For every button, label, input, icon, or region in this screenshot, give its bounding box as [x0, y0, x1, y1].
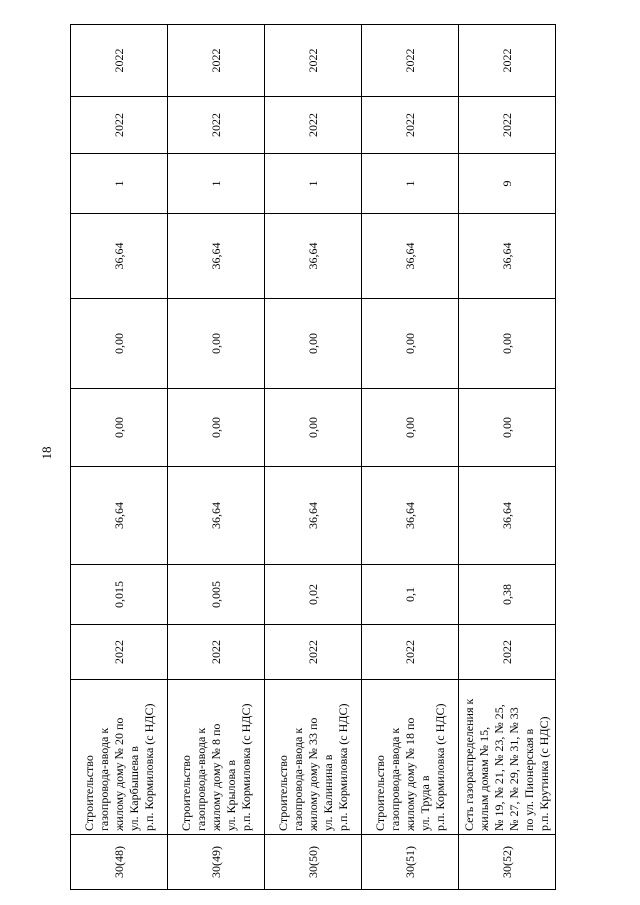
- cell-c4: 0,00: [265, 389, 362, 467]
- description-line: ул. Крылова в: [223, 759, 238, 831]
- cell-c1: 2022: [459, 625, 556, 680]
- description-line: Строительство: [372, 755, 387, 831]
- cell-c8: 2022: [362, 97, 459, 154]
- description-line: ул. Калинина в: [320, 754, 335, 831]
- row-number: 30(52): [459, 835, 556, 890]
- cell-c8: 2022: [459, 97, 556, 154]
- cell-c6: 36,64: [265, 214, 362, 299]
- row-number: 30(50): [265, 835, 362, 890]
- cell-c1: 2022: [71, 625, 168, 680]
- cell-c5: 0,00: [71, 299, 168, 389]
- description-line: р.п. Кормиловка (с НДС): [238, 703, 253, 831]
- cell-c2: 0,015: [71, 565, 168, 625]
- row-number: 30(51): [362, 835, 459, 890]
- description-line: газопровода-ввода к: [193, 727, 208, 831]
- description-line: Строительство: [275, 755, 290, 831]
- cell-c2: 0,1: [362, 565, 459, 625]
- cell-c9: 2022: [459, 25, 556, 97]
- description-line: жилым домам № 15,: [477, 726, 491, 831]
- cell-c1: 2022: [168, 625, 265, 680]
- cell-c9: 2022: [362, 25, 459, 97]
- cell-c9: 2022: [265, 25, 362, 97]
- table-row: [459, 25, 556, 890]
- table-row: [265, 25, 362, 890]
- cell-c1: 2022: [265, 625, 362, 680]
- cell-c7: 1: [168, 154, 265, 214]
- object-description: [459, 680, 556, 835]
- cell-c6: 36,64: [168, 214, 265, 299]
- description-line: газопровода-ввода к: [387, 727, 402, 831]
- object-description: [168, 680, 265, 835]
- description-line: Сеть газораспределения к: [462, 698, 476, 831]
- cell-c8: 2022: [71, 97, 168, 154]
- cell-c4: 0,00: [168, 389, 265, 467]
- cell-c2: 0,38: [459, 565, 556, 625]
- description-line: р.п. Кормиловка (с НДС): [335, 703, 350, 831]
- description-line: р.п. Кормиловка (с НДС): [141, 703, 156, 831]
- description-line: Строительство: [81, 755, 96, 831]
- description-line: Строительство: [178, 755, 193, 831]
- cell-c2: 0,005: [168, 565, 265, 625]
- description-line: р.п. Крутинка (с НДС): [537, 716, 551, 831]
- cell-c2: 0,02: [265, 565, 362, 625]
- object-description: [265, 680, 362, 835]
- description-line: по ул. Пионерская в: [522, 728, 536, 831]
- cell-c7: 1: [265, 154, 362, 214]
- cell-c3: 36,64: [71, 467, 168, 565]
- page-number: 18: [39, 446, 54, 460]
- description-line: р.п. Кормиловка (с НДС): [432, 703, 447, 831]
- cell-c3: 36,64: [168, 467, 265, 565]
- cell-c4: 0,00: [459, 389, 556, 467]
- cell-c3: 36,64: [362, 467, 459, 565]
- cell-c5: 0,00: [265, 299, 362, 389]
- cell-c4: 0,00: [362, 389, 459, 467]
- object-description: [362, 680, 459, 835]
- description-line: жилому дому № 8 по: [208, 723, 223, 831]
- cell-c6: 36,64: [362, 214, 459, 299]
- description-line: ул. Труда в: [417, 775, 432, 831]
- row-number: 30(49): [168, 835, 265, 890]
- cell-c3: 36,64: [459, 467, 556, 565]
- description-line: № 19, № 21, № 23, № 25,: [492, 704, 506, 831]
- cell-c7: 1: [362, 154, 459, 214]
- cell-c5: 0,00: [459, 299, 556, 389]
- description-line: № 27, № 29, № 31, № 33: [507, 707, 521, 831]
- description-line: газопровода-ввода к: [290, 727, 305, 831]
- table-body: [71, 25, 556, 890]
- cell-c1: 2022: [362, 625, 459, 680]
- description-line: жилому дому № 20 по: [111, 717, 126, 831]
- cell-c7: 9: [459, 154, 556, 214]
- cell-c6: 36,64: [71, 214, 168, 299]
- description-line: ул. Карбышева в: [126, 746, 141, 831]
- gas-pipeline-table: [70, 24, 556, 890]
- table-row: [71, 25, 168, 890]
- cell-c5: 0,00: [168, 299, 265, 389]
- table-row: [362, 25, 459, 890]
- cell-c8: 2022: [168, 97, 265, 154]
- description-line: газопровода-ввода к: [96, 727, 111, 831]
- cell-c9: 2022: [168, 25, 265, 97]
- cell-c9: 2022: [71, 25, 168, 97]
- cell-c4: 0,00: [71, 389, 168, 467]
- cell-c6: 36,64: [459, 214, 556, 299]
- cell-c7: 1: [71, 154, 168, 214]
- table-row: [168, 25, 265, 890]
- row-number: 30(48): [71, 835, 168, 890]
- object-description: [71, 680, 168, 835]
- description-line: жилому дому № 33 по: [305, 717, 320, 831]
- cell-c5: 0,00: [362, 299, 459, 389]
- cell-c3: 36,64: [265, 467, 362, 565]
- description-line: жилому дому № 18 по: [402, 717, 417, 831]
- cell-c8: 2022: [265, 97, 362, 154]
- rotated-table-container: [70, 25, 555, 890]
